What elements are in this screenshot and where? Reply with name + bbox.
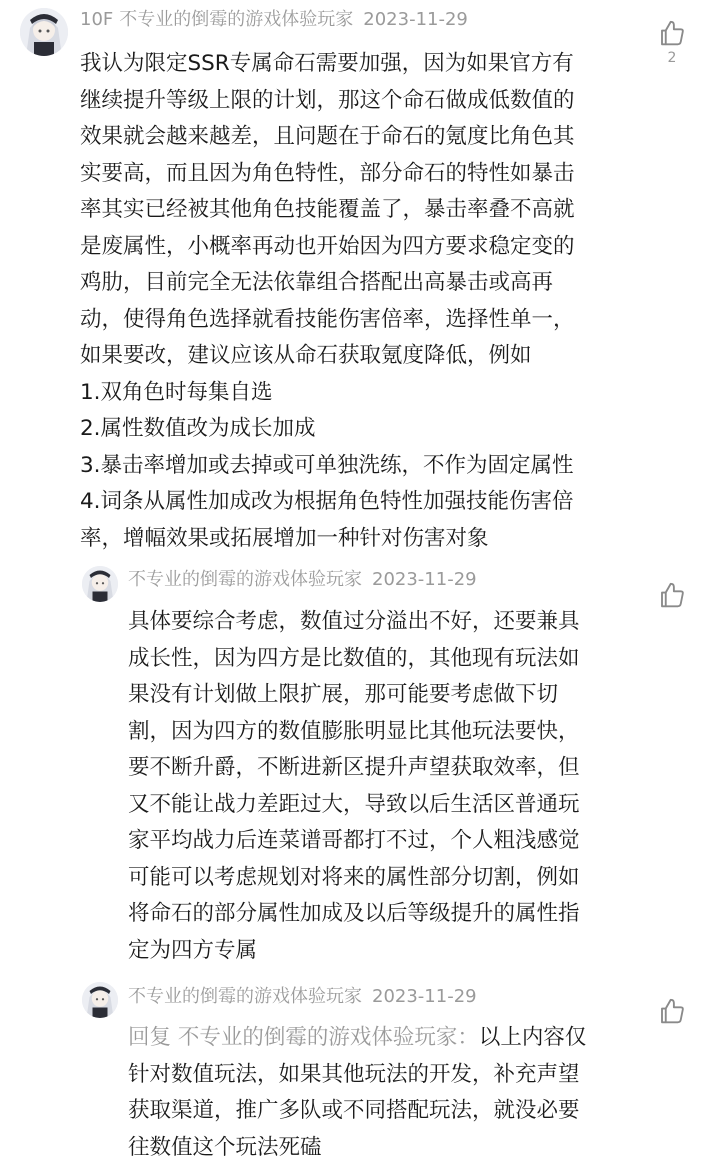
- thumbs-up-icon: [657, 996, 687, 1026]
- reply-body: [128, 604, 580, 969]
- thumbs-up-icon: [657, 18, 687, 48]
- anime-girl-avatar-icon: [20, 8, 68, 56]
- reply-line: 获取渠道，推广多队或不同搭配玩法，就没必要: [128, 1093, 586, 1130]
- reply-first-line-text: 以上内容仅: [479, 1025, 587, 1050]
- reply-line: 要不断升爵，不断进新区提升声望获取效率，但: [128, 750, 580, 787]
- comment-line: 如果要改，建议应该从命石获取氪度降低，例如: [80, 338, 575, 375]
- reply-avatar[interactable]: [82, 982, 118, 1018]
- comment-line: 是废属性，小概率再动也开始因为四方要求稳定变的: [80, 229, 575, 266]
- comment-line: 4.词条从属性加成改为根据角色特性加强技能伤害倍: [80, 484, 575, 521]
- comment-line: 动，使得角色选择就看技能伤害倍率，选择性单一，: [80, 302, 575, 339]
- reply-date: 2023-11-29: [372, 569, 477, 590]
- anime-girl-avatar-icon: [82, 982, 118, 1018]
- reply-meta: [128, 985, 477, 1009]
- anime-girl-avatar-icon: [82, 566, 118, 602]
- reply-avatar[interactable]: [82, 566, 118, 602]
- reply-line: 果没有计划做上限扩展，那可能要考虑做下切: [128, 677, 580, 714]
- reply-line: 往数值这个玩法死磕: [128, 1130, 586, 1166]
- reply-date: 2023-11-29: [372, 986, 477, 1007]
- comment-line: 实要高，而且因为角色特性，部分命石的特性如暴击: [80, 156, 575, 193]
- reply-line: 割，因为四方的数值膨胀明显比其他玩法要快，: [128, 714, 580, 751]
- author-name[interactable]: 不专业的倒霉的游戏体验玩家: [119, 9, 353, 30]
- avatar[interactable]: [20, 8, 68, 56]
- like-count: 2: [668, 50, 677, 66]
- comment-line: 率，增幅效果或拓展增加一种针对伤害对象: [80, 521, 575, 558]
- comment-body: [80, 46, 575, 557]
- comment-date: 2023-11-29: [363, 9, 468, 30]
- comment-line: 2.属性数值改为成长加成: [80, 411, 575, 448]
- reply-line: 可能可以考虑规划对将来的属性部分切割，例如: [128, 860, 580, 897]
- reply-first-line: [128, 1020, 586, 1057]
- comment-line: 3.暴击率增加或去掉或可单独洗练，不作为固定属性: [80, 448, 575, 485]
- reply-body: [128, 1020, 586, 1166]
- reply-line: 定为四方专属: [128, 933, 580, 970]
- reply-meta: [128, 568, 477, 592]
- like-button[interactable]: [654, 18, 690, 66]
- comment-line: 率其实已经被其他角色技能覆盖了，暴击率叠不高就: [80, 192, 575, 229]
- floor-number: 10F: [80, 9, 113, 30]
- comment-line: 鸡肋，目前完全无法依靠组合搭配出高暴击或高再: [80, 265, 575, 302]
- reply-mention[interactable]: 回复 不专业的倒霉的游戏体验玩家：: [128, 1025, 479, 1050]
- reply-like-button[interactable]: [654, 580, 690, 610]
- reply-line: 具体要综合考虑，数值过分溢出不好，还要兼具: [128, 604, 580, 641]
- comment-meta: [80, 8, 468, 32]
- reply-line: 又不能让战力差距过大，导致以后生活区普通玩: [128, 787, 580, 824]
- thumbs-up-icon: [657, 580, 687, 610]
- comment-line: 1.双角色时每集自选: [80, 375, 575, 412]
- reply-author-name[interactable]: 不专业的倒霉的游戏体验玩家: [128, 569, 362, 590]
- reply-line: 针对数值玩法，如果其他玩法的开发，补充声望: [128, 1057, 586, 1094]
- reply-author-name[interactable]: 不专业的倒霉的游戏体验玩家: [128, 986, 362, 1007]
- comment-line: 我认为限定SSR专属命石需要加强，因为如果官方有: [80, 46, 575, 83]
- reply-line: 将命石的部分属性加成及以后等级提升的属性指: [128, 896, 580, 933]
- reply-line: 家平均战力后连菜谱哥都打不过，个人粗浅感觉: [128, 823, 580, 860]
- comment-line: 继续提升等级上限的计划，那这个命石做成低数值的: [80, 83, 575, 120]
- reply-like-button[interactable]: [654, 996, 690, 1026]
- reply-line: 成长性，因为四方是比数值的，其他现有玩法如: [128, 641, 580, 678]
- comment-line: 效果就会越来越差，且问题在于命石的氪度比角色其: [80, 119, 575, 156]
